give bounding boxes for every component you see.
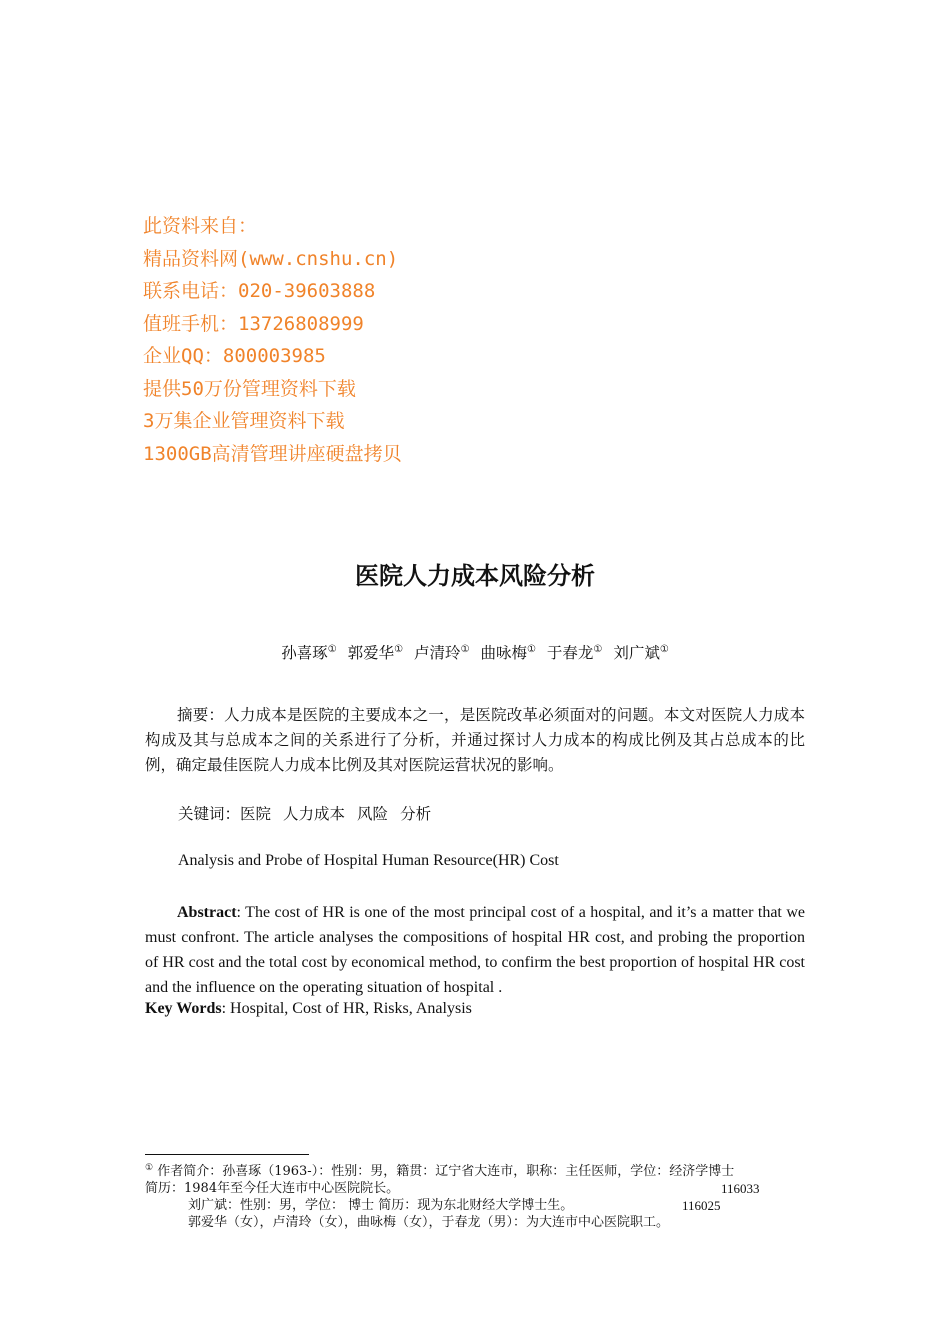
- abstract-label: 摘要：: [177, 706, 225, 724]
- abstract-label: Abstract: [177, 904, 237, 921]
- keywords-label: 关键词：: [178, 805, 241, 823]
- footnote: [145, 1160, 815, 1231]
- promo-line: 精品资料网(www.cnshu.cn): [143, 247, 399, 270]
- abstract-text: : The cost of HR is one of the most principal cost of a hospital, and it’s a matter that we must confront. The article analyses the compositions of hospital HR cost, and probing the proportion of HR cost and the total cost by economical method, to confirm the best proportion of hospital HR cost and the influence on the operating situation of hospital .: [145, 904, 805, 996]
- promo-block: [143, 210, 563, 470]
- footnote-mark: ①: [145, 1163, 154, 1173]
- postcode: 116033: [721, 1181, 760, 1196]
- english-keywords: [145, 1000, 472, 1018]
- english-title: Analysis and Probe of Hospital Human Resource(HR) Cost: [178, 852, 559, 869]
- author: 孙喜琢①: [281, 644, 337, 662]
- promo-line: 值班手机：13726808999: [143, 312, 364, 335]
- keyword: 风险: [357, 805, 389, 823]
- chinese-keywords: [178, 802, 443, 824]
- footnote-divider: [145, 1154, 309, 1155]
- promo-line: 联系电话：020-39603888: [143, 280, 376, 302]
- promo-line: 提供50万份管理资料下载: [143, 377, 356, 400]
- keyword: 医院: [240, 805, 272, 823]
- keywords-label: Key Words: [145, 1000, 222, 1017]
- promo-line: 3万集企业管理资料下载: [143, 410, 345, 432]
- keyword: 分析: [400, 805, 432, 823]
- paper-title: 医院人力成本风险分析: [355, 562, 595, 590]
- author: 郭爱华①: [347, 644, 404, 662]
- author-list: [0, 641, 950, 663]
- abstract-text: 人力成本是医院的主要成本之一，是医院改革必须面对的问题。本文对医院人力成本构成及其与总成本之间的关系进行了分析，并通过探讨人力成本的构成比例及其占总成本的比例，确定最佳医院人力成本比例及其对医院运营状况的影响。: [145, 706, 805, 774]
- english-abstract: [145, 900, 805, 1000]
- footnote-line: 简历：1984年至今任大连市中心医院院长。 116033: [145, 1181, 760, 1196]
- postcode: 116025: [682, 1198, 721, 1213]
- author: 曲咏梅①: [480, 644, 536, 662]
- author: 卢清玲①: [414, 644, 470, 662]
- promo-line: 企业QQ：800003985: [143, 345, 326, 367]
- author: 刘广斌①: [613, 644, 669, 662]
- footnote-line: ① 作者简介：孙喜琢（1963-）：性别：男，籍贯：辽宁省大连市，职称：主任医师，学位：经济学博士: [145, 1163, 735, 1179]
- author: 于春龙①: [546, 644, 603, 662]
- footnote-line: 郭爱华（女），卢清玲（女），曲咏梅（女），于春龙（男）：为大连市中心医院职工。: [188, 1215, 670, 1230]
- keywords-text: : Hospital, Cost of HR, Risks, Analysis: [221, 1000, 472, 1017]
- chinese-abstract: [145, 703, 805, 778]
- promo-line: 此资料来自：: [143, 215, 258, 237]
- keyword: 人力成本: [283, 805, 346, 823]
- footnote-line: 刘广斌：性别：男，学位： 博士 简历：现为东北财经大学博士生。 116025: [188, 1198, 721, 1213]
- promo-line: 1300GB高清管理讲座硬盘拷贝: [143, 442, 402, 465]
